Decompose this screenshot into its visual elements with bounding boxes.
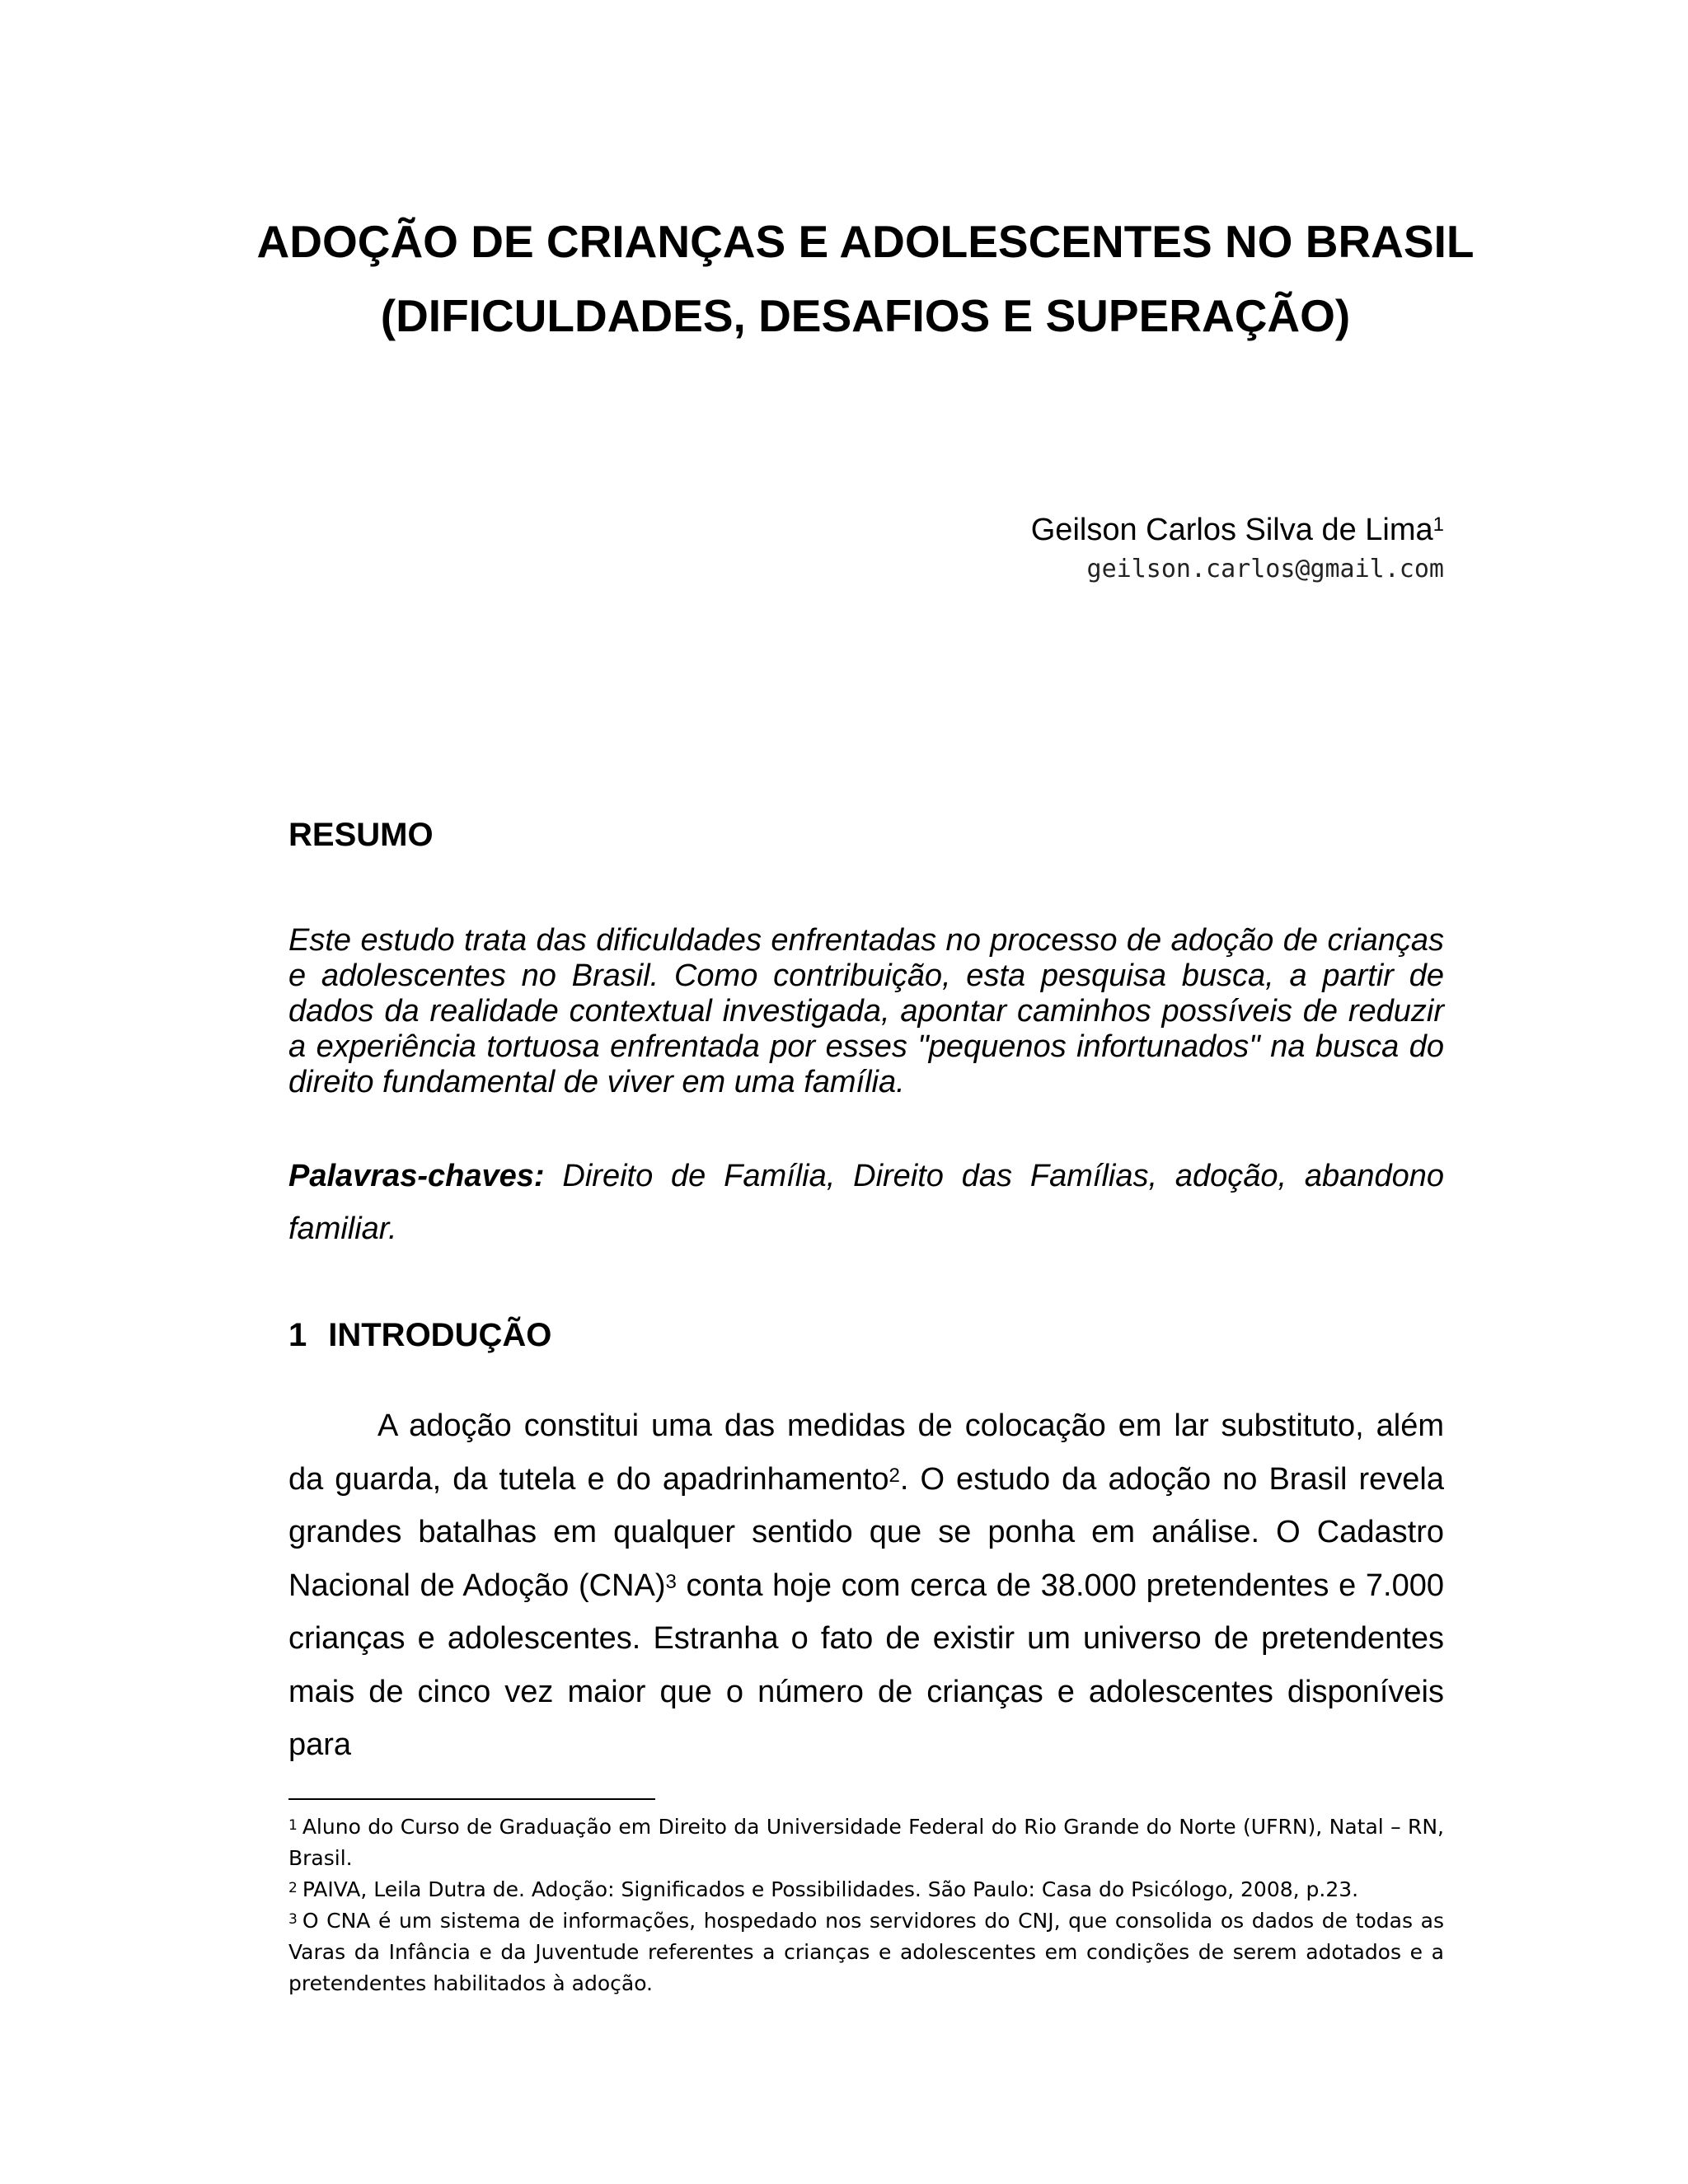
footnote-text: O CNA é um sistema de informações, hospedado nos servidores do CNJ, que consolida os dados de todas as Varas da Infância e da Juventude referentes a crianças e adolescentes em condições de serem adotados e a pretendentes habilitados à adoção. <box>288 1909 1444 1995</box>
abstract-text: Este estudo trata das dificuldades enfrentadas no processo de adoção de crianças e adolescentes no Brasil. Como contribuição, esta pesquisa busca, a partir de dados da realidade contextual investigada, apontar caminhos possíveis de reduzir a experiência tortuosa enfrentada por esses "pequenos infortunados" na busca do direito fundamental de viver em uma família. <box>288 923 1444 1099</box>
author-name <box>1031 507 1444 553</box>
title-line-2: (DIFICULDADES, DESAFIOS E SUPERAÇÃO) <box>380 290 1351 341</box>
footnote-text: Aluno do Curso de Graduação em Direito da Universidade Federal do Rio Grande do Norte (UFRN), Natal – RN, Brasil. <box>288 1815 1444 1870</box>
intro-text-part-2: . O estudo da adoção no Brasil revela grandes batalhas em qualquer sentido que se ponha em análise. O Cadastro Nacional de Adoção (CNA) <box>288 1461 1444 1603</box>
paper-title <box>247 204 1484 353</box>
author-footnote-ref: 1 <box>1432 513 1444 536</box>
introduction-title: INTRODUÇÃO <box>328 1317 552 1353</box>
keywords <box>288 1150 1444 1255</box>
footnote-number: 2 <box>288 1880 298 1896</box>
author-name-text: Geilson Carlos Silva de Lima <box>1030 513 1433 547</box>
footnote-number: 3 <box>288 1911 298 1928</box>
intro-text-part-3: conta hoje com cerca de 38.000 pretendentes e 7.000 crianças e adolescentes. Estranha o fato de existir um universo de pretendentes mais de cinco vez maior que o número de crianças e adolescentes disponíveis para <box>288 1568 1444 1762</box>
footnotes <box>288 1811 1444 1999</box>
keywords-label: Palavras-chaves: <box>288 1159 545 1193</box>
intro-text-part-1: A adoção constitui uma das medidas de colocação em lar substituto, além da guarda, da tutela e do apadrinhamento <box>288 1408 1444 1497</box>
footnote-divider <box>288 1798 655 1800</box>
title-line-1: ADOÇÃO DE CRIANÇAS E ADOLESCENTES NO BRASIL <box>256 216 1475 267</box>
footnote-number: 1 <box>288 1817 298 1834</box>
author-email: geilson.carlos@gmail.com <box>1086 555 1444 583</box>
introduction-heading <box>288 1315 551 1356</box>
footnote-1 <box>288 1811 1444 1874</box>
footnote-2 <box>288 1874 1444 1905</box>
abstract-heading: RESUMO <box>288 817 434 853</box>
keywords-text: Direito de Família, Direito das Famílias, adoção, abandono familiar. <box>288 1159 1444 1246</box>
footnote-text: PAIVA, Leila Dutra de. Adoção: Significados e Possibilidades. São Paulo: Casa do Psicólogo, 2008, p.23. <box>302 1877 1359 1901</box>
footnote-ref-3: 3 <box>665 1570 677 1593</box>
introduction-paragraph <box>288 1399 1444 1772</box>
footnote-3 <box>288 1905 1444 1999</box>
footnote-ref-2: 2 <box>889 1464 900 1487</box>
author-block <box>1031 507 1444 586</box>
section-number: 1 <box>288 1317 307 1353</box>
